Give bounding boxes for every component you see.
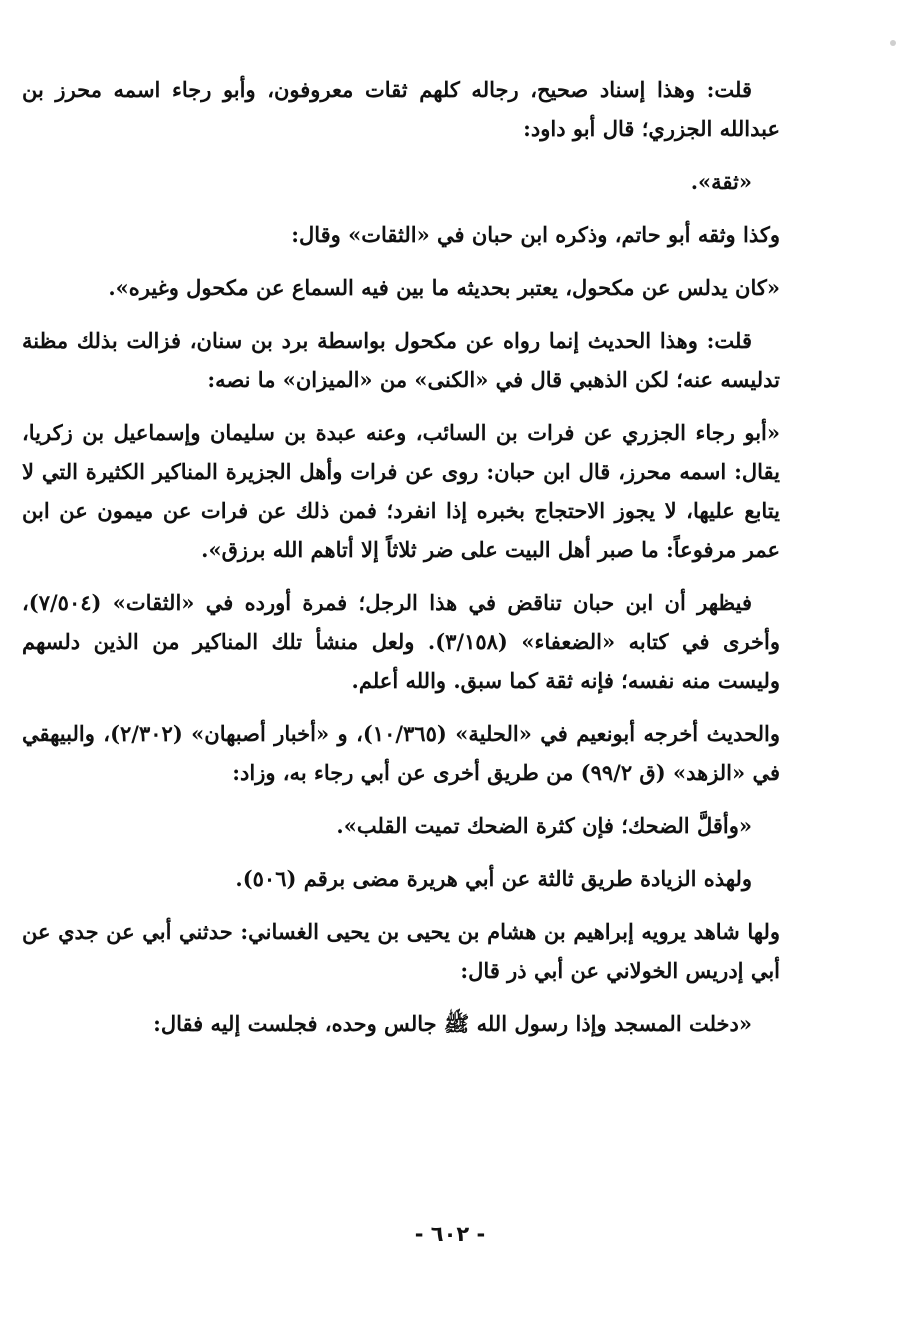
paragraph-4: «كان يدلس عن مكحول، يعتبر بحديثه ما بين فيه السماع عن مكحول وغيره». — [108, 275, 780, 300]
paragraph-12: «دخلت المسجد وإذا رسول الله ﷺ جالس وحده، فجلست إليه فقال: — [153, 1011, 752, 1036]
paragraph-5: قلت: وهذا الحديث إنما رواه عن مكحول بواسطة برد بن سنان، فزالت بذلك مظنة تدليسه عنه؛ لكن الذهبي قال في «الكنى» من «الميزان» ما نصه: — [22, 328, 780, 392]
paragraph-8: والحديث أخرجه أبونعيم في «الحلية» (١٠/٣٦٥)، و «أخبار أصبهان» (٢/٣٠٢)، والبيهقي في «الزهد» (ق ٩٩/٢) من طريق أخرى عن أبي رجاء به، وزاد: — [22, 721, 780, 785]
paragraph-9: «وأقلَّ الضحك؛ فإن كثرة الضحك تميت القلب». — [336, 813, 752, 838]
page-body — [22, 70, 780, 1057]
paragraph-1: قلت: وهذا إسناد صحيح، رجاله كلهم ثقات معروفون، وأبو رجاء اسمه محرز بن عبدالله الجزري؛ قال أبو داود: — [22, 77, 780, 141]
paragraph-3: وكذا وثقه أبو حاتم، وذكره ابن حبان في «الثقات» وقال: — [291, 222, 780, 247]
paragraph-11: ولها شاهد يرويه إبراهيم بن هشام بن يحيى بن يحيى الغساني: حدثني أبي عن جدي عن أبي إدريس الخولاني عن أبي ذر قال: — [22, 919, 780, 983]
page-number: - ٦٠٢ - — [414, 1222, 486, 1246]
paragraph-6: «أبو رجاء الجزري عن فرات بن السائب، وعنه عبدة بن سليمان وإسماعيل بن زكريا، يقال: اسمه محرز، قال ابن حبان: روى عن فرات وأهل الجزيرة المناكير الكثيرة التي لا يتابع عليها، لا يجوز الاحتجاج بخبره إذا انفرد؛ فمن ذلك عن فرات عن ميمون عن ابن عمر مرفوعاً: ما صبر أهل البيت على ضر ثلاثاً إلا أتاهم الله برزق». — [22, 420, 780, 562]
scan-speck — [890, 40, 896, 46]
paragraph-7: فيظهر أن ابن حبان تناقض في هذا الرجل؛ فمرة أورده في «الثقات» (٧/٥٠٤)، وأخرى في كتابه «الضعفاء» (٣/١٥٨). ولعل منشأ تلك المناكير من الذين دلسهم وليست منه نفسه؛ فإنه ثقة كما سبق. والله أعلم. — [22, 590, 780, 693]
paragraph-2: «ثقة». — [690, 169, 752, 194]
paragraph-10: ولهذه الزيادة طريق ثالثة عن أبي هريرة مضى برقم (٥٠٦). — [235, 866, 752, 891]
